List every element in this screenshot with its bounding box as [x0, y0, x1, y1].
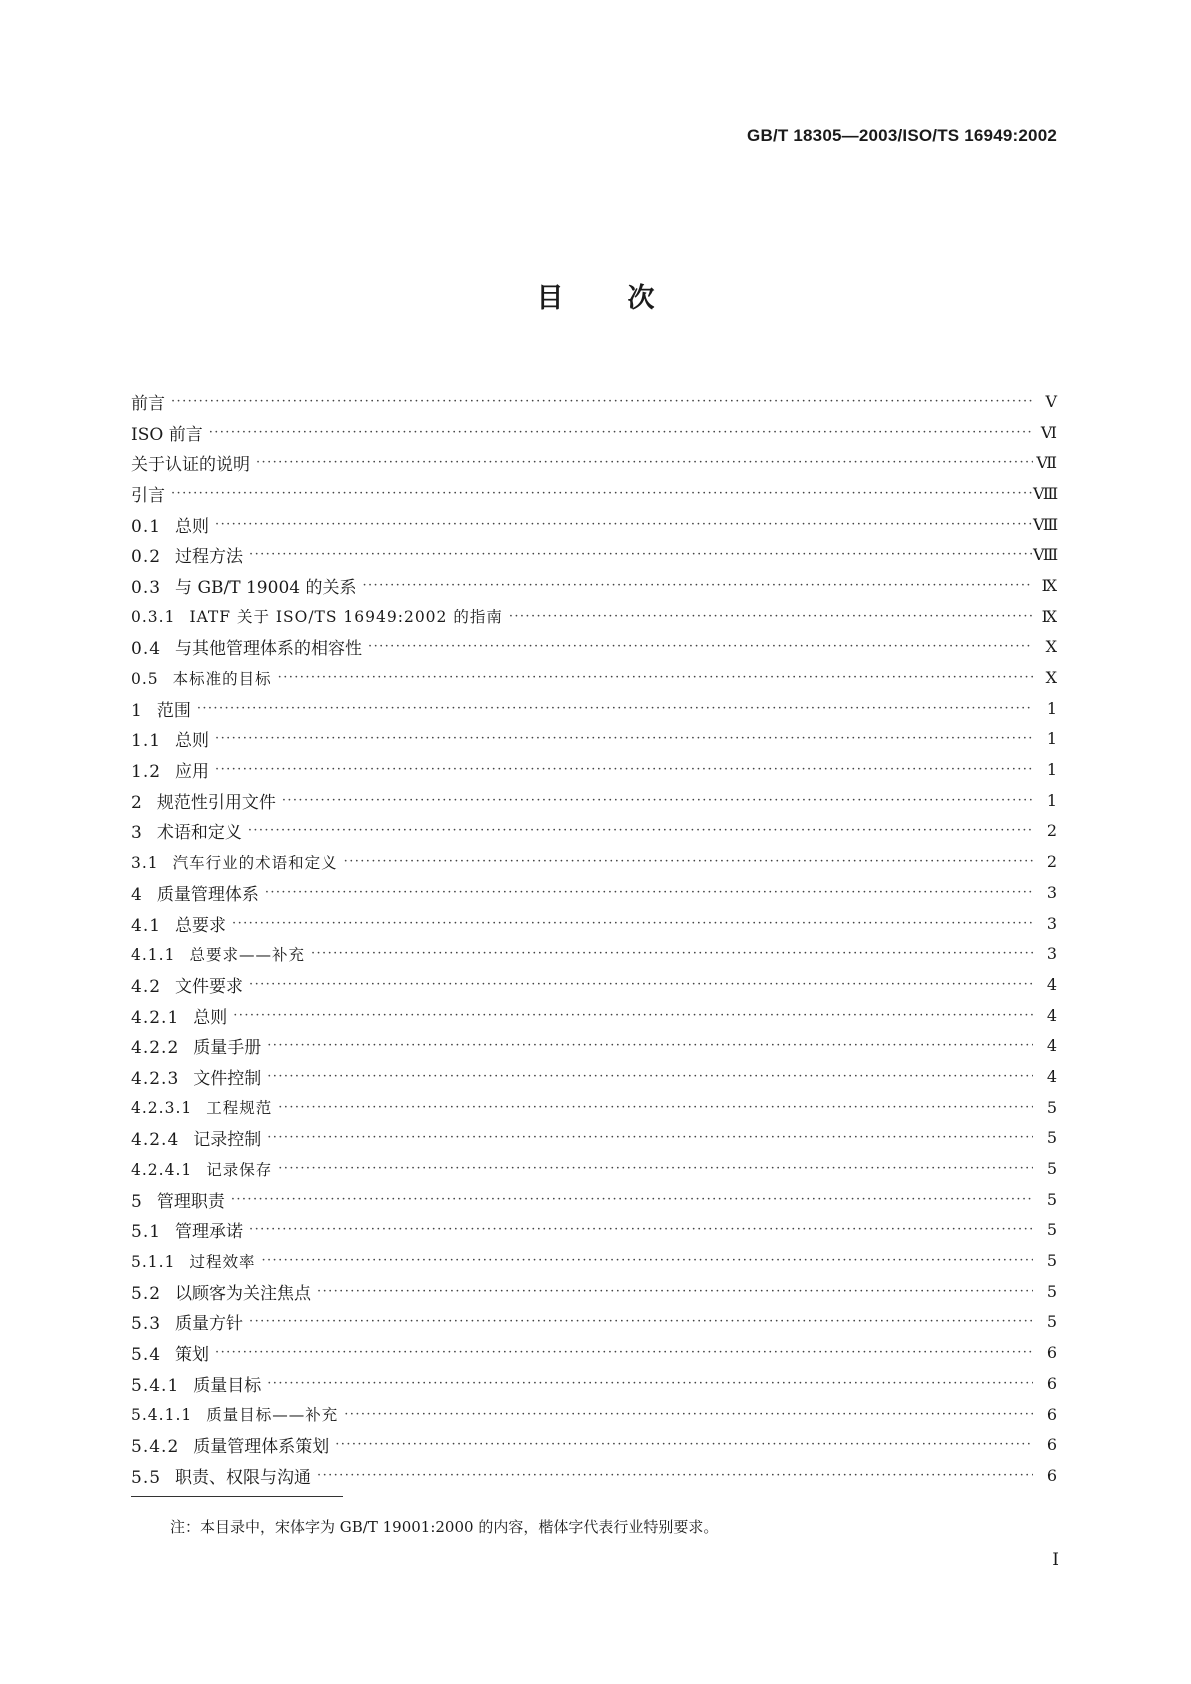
toc-entry-label [131, 542, 249, 567]
toc-entry-label [131, 1003, 233, 1028]
toc-entry-number: 5.2 [131, 1283, 162, 1304]
toc-entry-title: 质量手册 [193, 1038, 262, 1059]
toc-entry-page: 5 [1046, 1312, 1057, 1332]
toc-entry-page: 4 [1046, 974, 1057, 994]
toc-entry-label [131, 972, 249, 997]
toc-entry-label [131, 1064, 267, 1089]
toc-entry-title: 范围 [156, 700, 191, 721]
toc-entry-number: 4.2.1 [131, 1007, 180, 1028]
toc-dot-leader [261, 1253, 1033, 1268]
toc-entry-number: 4.2.3.1 [131, 1099, 193, 1118]
toc-dot-leader [232, 916, 1033, 931]
toc-entry[interactable] [131, 877, 1057, 908]
toc-entry-number: 5.4.1.1 [131, 1406, 193, 1425]
toc-entry[interactable] [131, 1460, 1057, 1491]
toc-entry-page: 3 [1046, 944, 1057, 964]
toc-entry-page: Ⅶ [1036, 453, 1057, 473]
toc-entry-title: 规范性引用文件 [156, 792, 276, 813]
toc-entry-page: 5 [1046, 1251, 1057, 1271]
title-char-1: 目 [536, 283, 564, 314]
toc-entry-page: Ⅹ [1045, 637, 1057, 657]
toc-dot-leader [249, 1222, 1033, 1237]
toc-entry[interactable] [131, 539, 1057, 570]
toc-dot-leader [256, 455, 1033, 470]
toc-entry-page: Ⅴ [1045, 391, 1057, 411]
toc-entry-label [131, 573, 362, 598]
toc-dot-leader [267, 1130, 1033, 1145]
toc-dot-leader [249, 977, 1033, 992]
toc-entry[interactable] [131, 1000, 1057, 1031]
toc-entry-title: 总要求 [175, 915, 227, 936]
toc-entry-number: 5 [131, 1191, 143, 1212]
toc-entry[interactable] [131, 662, 1057, 693]
standard-code: GB/T 18305—2003/ISO/TS 16949:2002 [747, 126, 1057, 145]
toc-entry-label [131, 512, 215, 537]
toc-entry[interactable] [131, 938, 1057, 969]
toc-entry-label [131, 696, 197, 721]
toc-entry-page: 5 [1046, 1097, 1057, 1117]
toc-entry-number: 1.1 [131, 731, 162, 752]
toc-dot-leader [171, 394, 1033, 409]
toc-entry-number: 0.4 [131, 639, 162, 660]
toc-dot-leader [215, 762, 1033, 777]
toc-dot-leader [215, 731, 1033, 746]
toc-entry-number: 3.1 [131, 853, 159, 872]
toc-entry-label [131, 450, 256, 475]
table-of-contents [131, 386, 1057, 1491]
toc-entry-title: 总要求——补充 [189, 945, 305, 964]
toc-entry-title: 质量目标 [193, 1375, 262, 1396]
toc-entry-number: 5.3 [131, 1314, 162, 1335]
toc-entry-page: 2 [1046, 821, 1057, 841]
toc-entry-label [131, 1217, 249, 1242]
toc-entry-label [131, 1403, 344, 1425]
toc-entry-label [131, 1125, 267, 1150]
toc-entry[interactable] [131, 1337, 1057, 1368]
toc-entry-number: 5.5 [131, 1467, 162, 1488]
toc-entry-title: 与其他管理体系的相容性 [175, 639, 363, 660]
toc-entry-title: 关于认证的说明 [131, 455, 250, 476]
toc-entry-page: 2 [1046, 852, 1057, 872]
toc-entry-page: Ⅷ [1033, 483, 1059, 503]
toc-entry-title: IATF 关于 ISO/TS 16949:2002 的指南 [189, 608, 503, 627]
toc-dot-leader [335, 1437, 1033, 1452]
toc-entry-title: 管理职责 [156, 1191, 225, 1212]
toc-dot-leader [278, 670, 1033, 685]
toc-entry-label [131, 851, 344, 873]
toc-entry-number: 1 [131, 700, 143, 721]
toc-entry-title: 管理承诺 [175, 1222, 244, 1243]
toc-entry-page: 6 [1046, 1404, 1057, 1424]
toc-entry[interactable] [131, 1092, 1057, 1123]
toc-entry-label [131, 389, 171, 414]
toc-entry-number: 0.5 [131, 669, 159, 688]
toc-entry-label [131, 880, 265, 905]
toc-entry-label [131, 943, 311, 965]
toc-dot-leader [171, 486, 1033, 501]
toc-entry-label [131, 1432, 335, 1457]
toc-entry-title: 工程规范 [206, 1099, 273, 1118]
toc-entry[interactable] [131, 447, 1057, 478]
toc-entry-number: 4.1 [131, 915, 162, 936]
toc-entry-number: 0.3.1 [131, 608, 176, 627]
toc-dot-leader [249, 547, 1033, 562]
toc-entry-label [131, 1250, 261, 1272]
toc-entry-label [131, 1309, 249, 1334]
toc-entry-label [131, 1033, 267, 1058]
page-title [0, 276, 1191, 315]
toc-entry[interactable] [131, 693, 1057, 724]
toc-entry-title: 以顾客为关注焦点 [175, 1283, 312, 1304]
toc-entry-page: 4 [1046, 1005, 1057, 1025]
toc-entry[interactable] [131, 1368, 1057, 1399]
toc-dot-leader [209, 425, 1033, 440]
toc-entry-title: 记录控制 [193, 1130, 262, 1151]
toc-entry-number: 5.4.1 [131, 1375, 180, 1396]
toc-entry-title: 文件要求 [175, 976, 244, 997]
toc-entry-page: 1 [1046, 760, 1057, 780]
toc-entry-number: 4.2 [131, 976, 162, 997]
toc-entry[interactable] [131, 1153, 1057, 1184]
toc-entry-page: 6 [1046, 1373, 1057, 1393]
toc-entry-label [131, 634, 368, 659]
toc-entry-label [131, 667, 278, 689]
toc-entry-page: 5 [1046, 1128, 1057, 1148]
toc-entry-title: 职责、权限与沟通 [175, 1467, 312, 1488]
toc-entry-title: 策划 [175, 1345, 210, 1366]
page-number: I [1052, 1550, 1059, 1570]
toc-entry-title: 质量目标——补充 [206, 1406, 339, 1425]
toc-entry-label [131, 420, 209, 445]
toc-entry-number: 5.4.2 [131, 1437, 180, 1458]
toc-entry-number: 4.2.3 [131, 1068, 180, 1089]
toc-entry-page: 3 [1046, 882, 1057, 902]
toc-entry-number: 5.1.1 [131, 1252, 176, 1271]
toc-entry-title: 引言 [131, 485, 165, 506]
toc-entry-number: 4.1.1 [131, 945, 176, 964]
toc-dot-leader [233, 1008, 1033, 1023]
toc-entry-page: 4 [1046, 1066, 1057, 1086]
toc-entry-title: 总则 [193, 1007, 228, 1028]
toc-entry-label [131, 1463, 317, 1488]
toc-entry-label [131, 605, 509, 627]
toc-entry-number: 0.3 [131, 577, 162, 598]
toc-dot-leader [317, 1284, 1033, 1299]
toc-entry[interactable] [131, 1307, 1057, 1338]
toc-entry[interactable] [131, 816, 1057, 847]
toc-entry-number: 4.2.4.1 [131, 1160, 193, 1179]
toc-entry-page: 5 [1046, 1159, 1057, 1179]
toc-entry-page: 4 [1046, 1036, 1057, 1056]
toc-entry-page: 1 [1046, 698, 1057, 718]
toc-entry-label [131, 1158, 278, 1180]
toc-entry-label [131, 726, 215, 751]
toc-entry-page: 5 [1046, 1220, 1057, 1240]
toc-dot-leader [215, 517, 1033, 532]
toc-entry[interactable] [131, 478, 1057, 509]
toc-dot-leader [509, 609, 1033, 624]
toc-entry-number: 0.2 [131, 547, 162, 568]
toc-entry-page: Ⅷ [1033, 514, 1059, 534]
toc-entry-title: 过程效率 [189, 1252, 256, 1271]
toc-dot-leader [267, 1069, 1033, 1084]
toc-entry-number: 5.1 [131, 1222, 162, 1243]
toc-entry[interactable] [131, 570, 1057, 601]
toc-entry[interactable] [131, 754, 1057, 785]
toc-entry[interactable] [131, 1245, 1057, 1276]
toc-entry[interactable] [131, 417, 1057, 448]
toc-dot-leader [248, 823, 1033, 838]
toc-entry-number: 3 [131, 823, 143, 844]
toc-entry-page: Ⅸ [1041, 575, 1057, 595]
toc-dot-leader [278, 1100, 1033, 1115]
toc-entry-title: 应用 [175, 762, 210, 783]
toc-entry-title: 术语和定义 [156, 823, 242, 844]
toc-entry-page: Ⅷ [1033, 545, 1059, 565]
toc-dot-leader [267, 1038, 1033, 1053]
toc-entry-page: 5 [1046, 1281, 1057, 1301]
toc-entry-page: 1 [1046, 790, 1057, 810]
toc-entry[interactable] [131, 724, 1057, 755]
toc-entry-label [131, 1371, 267, 1396]
toc-entry-title: 总则 [175, 516, 210, 537]
toc-entry[interactable] [131, 1276, 1057, 1307]
toc-dot-leader [362, 578, 1033, 593]
toc-entry-page: 6 [1046, 1435, 1057, 1455]
toc-dot-leader [265, 885, 1033, 900]
toc-entry[interactable] [131, 1215, 1057, 1246]
toc-entry-number: 4.2.2 [131, 1038, 180, 1059]
toc-entry-title: 本标准的目标 [172, 669, 272, 688]
toc-dot-leader [368, 639, 1033, 654]
toc-entry-title: 质量管理体系策划 [193, 1437, 330, 1458]
toc-entry-page: 1 [1046, 729, 1057, 749]
toc-dot-leader [197, 701, 1033, 716]
toc-dot-leader [278, 1161, 1033, 1176]
footnote: 注：本目录中，宋体字为 GB/T 19001:2000 的内容，楷体字代表行业特别要求。 [170, 1518, 719, 1536]
toc-entry-number: 4.2.4 [131, 1130, 180, 1151]
toc-entry-label [131, 788, 282, 813]
toc-entry[interactable] [131, 632, 1057, 663]
toc-entry[interactable] [131, 969, 1057, 1000]
toc-entry-number: 1.2 [131, 762, 162, 783]
toc-entry[interactable] [131, 1030, 1057, 1061]
toc-dot-leader [215, 1345, 1033, 1360]
toc-entry-title: 文件控制 [193, 1068, 262, 1089]
toc-entry-label [131, 1340, 215, 1365]
toc-dot-leader [267, 1376, 1033, 1391]
toc-entry[interactable] [131, 601, 1057, 632]
toc-entry-number: 0.1 [131, 516, 162, 537]
toc-entry-number: 5.4 [131, 1345, 162, 1366]
toc-entry[interactable] [131, 1184, 1057, 1215]
toc-entry[interactable] [131, 1399, 1057, 1430]
title-char-2: 次 [627, 283, 655, 314]
toc-dot-leader [231, 1192, 1033, 1207]
toc-entry-label [131, 1096, 278, 1118]
toc-entry-title: 前言 [131, 393, 165, 414]
toc-dot-leader [317, 1468, 1033, 1483]
toc-entry-label [131, 481, 171, 506]
toc-dot-leader [344, 1407, 1033, 1422]
toc-entry-page: Ⅸ [1041, 606, 1057, 626]
toc-entry-label [131, 818, 248, 843]
toc-entry-title: 汽车行业的术语和定义 [172, 853, 338, 872]
toc-entry-title: 记录保存 [206, 1160, 273, 1179]
toc-entry-page: 5 [1046, 1189, 1057, 1209]
footnote-divider [131, 1496, 343, 1497]
toc-entry-label [131, 1187, 231, 1212]
toc-dot-leader [344, 854, 1033, 869]
toc-entry[interactable] [131, 908, 1057, 939]
toc-dot-leader [311, 946, 1033, 961]
toc-entry[interactable] [131, 785, 1057, 816]
toc-entry[interactable] [131, 1123, 1057, 1154]
toc-entry-page: Ⅵ [1040, 422, 1057, 442]
toc-entry[interactable] [131, 386, 1057, 417]
toc-entry-title: ISO 前言 [131, 424, 203, 445]
toc-entry[interactable] [131, 1061, 1057, 1092]
toc-entry-title: 过程方法 [175, 547, 244, 568]
toc-entry-title: 与 GB/T 19004 的关系 [175, 577, 357, 598]
toc-entry[interactable] [131, 846, 1057, 877]
toc-dot-leader [282, 793, 1033, 808]
toc-entry-page: 3 [1046, 913, 1057, 933]
toc-entry-label [131, 911, 232, 936]
toc-dot-leader [249, 1314, 1033, 1329]
toc-entry-page: 6 [1046, 1465, 1057, 1485]
toc-entry[interactable] [131, 1429, 1057, 1460]
toc-entry-title: 质量方针 [175, 1314, 244, 1335]
toc-entry[interactable] [131, 509, 1057, 540]
toc-entry-number: 2 [131, 792, 143, 813]
toc-entry-label [131, 1279, 317, 1304]
toc-entry-number: 4 [131, 884, 143, 905]
toc-entry-title: 总则 [175, 731, 210, 752]
toc-entry-title: 质量管理体系 [156, 884, 259, 905]
toc-entry-page: Ⅹ [1045, 668, 1057, 688]
toc-entry-page: 6 [1046, 1343, 1057, 1363]
toc-entry-label [131, 757, 215, 782]
